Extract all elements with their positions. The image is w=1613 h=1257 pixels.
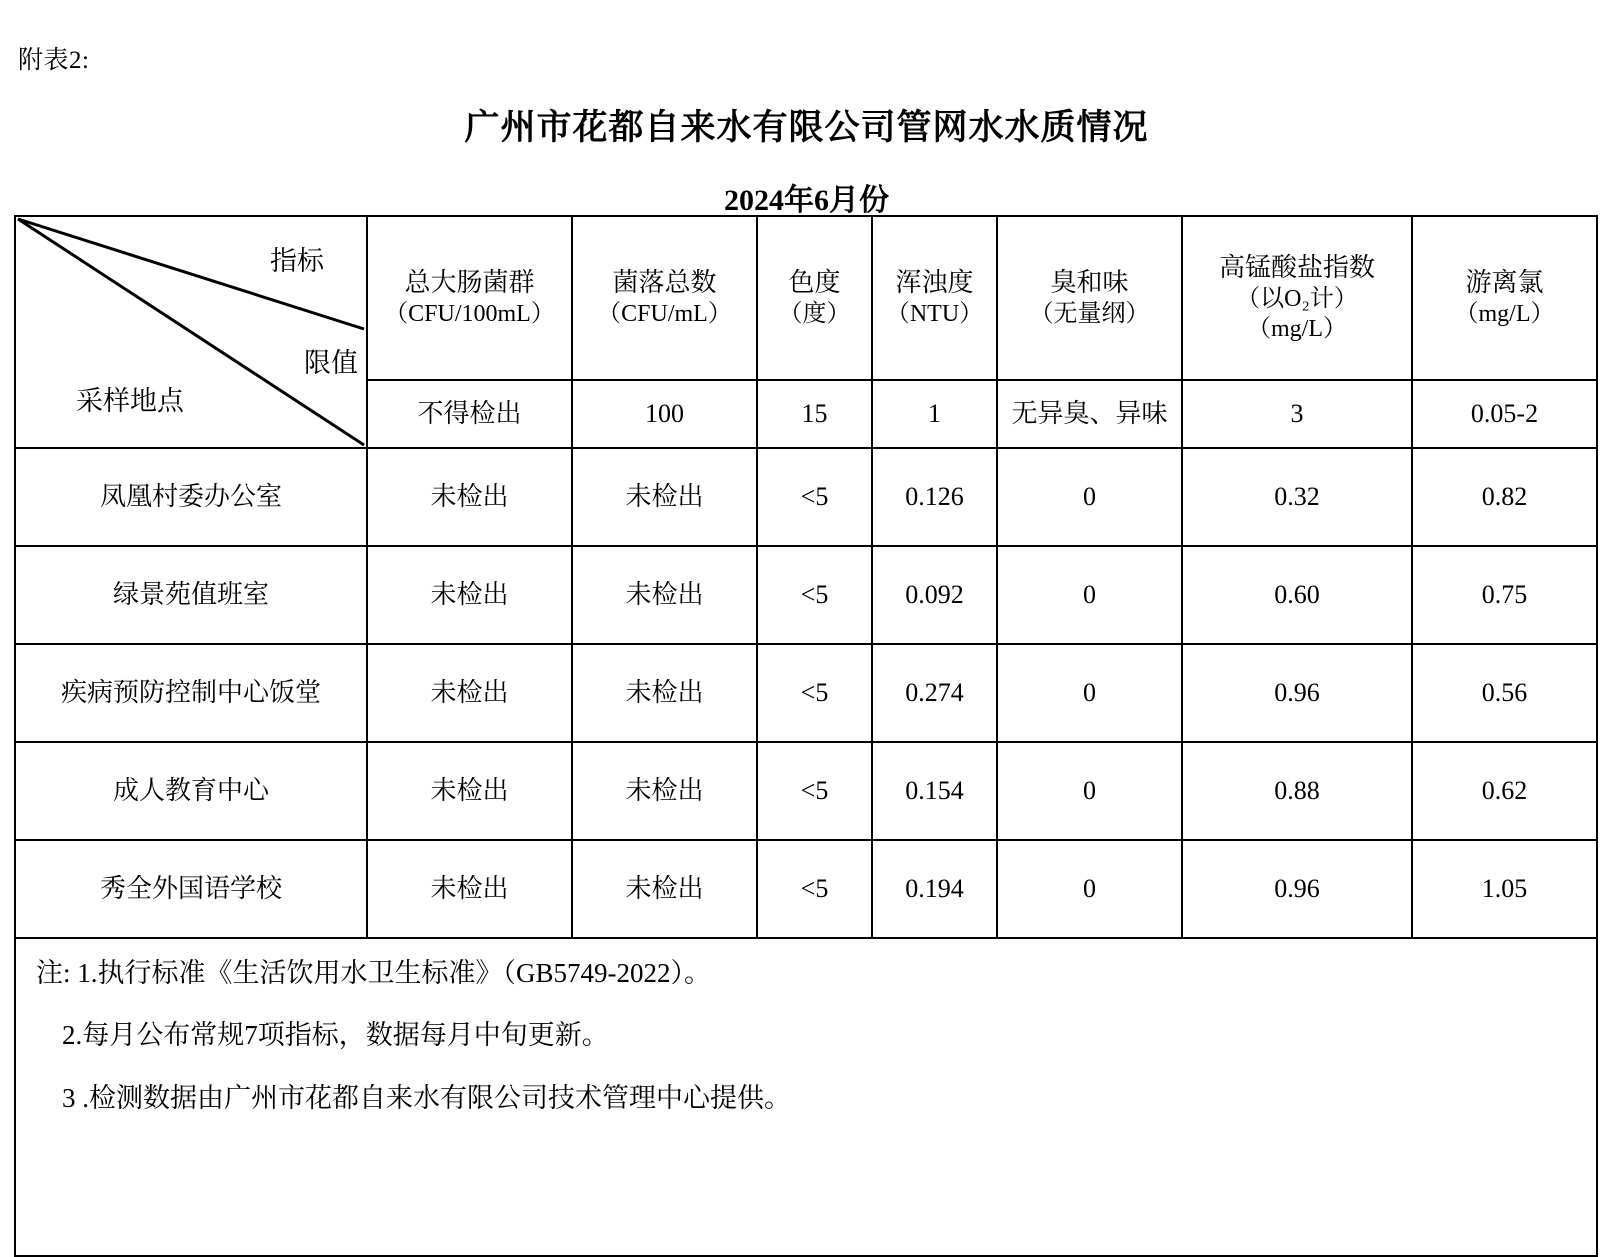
column-header (757, 216, 872, 380)
cell-value: 未检出 (367, 448, 572, 546)
column-header (572, 216, 757, 380)
column-header (1182, 216, 1412, 380)
cell-value: 未检出 (367, 742, 572, 840)
table-row (15, 644, 1597, 742)
cell-value: 0.96 (1182, 644, 1412, 742)
row-site-name: 绿景苑值班室 (15, 546, 367, 644)
table-row (15, 840, 1597, 938)
column-header-name: 游离氯 (1465, 267, 1544, 297)
corner-limit-label: 限值 (304, 348, 358, 378)
cell-value: 0.154 (872, 742, 997, 840)
table-row (15, 448, 1597, 546)
cell-value: 0.274 (872, 644, 997, 742)
corner-header-cell (15, 216, 367, 448)
cell-value: 0 (997, 742, 1182, 840)
notes-row (15, 938, 1597, 1256)
limit-value-cell: 100 (572, 380, 757, 448)
table-row (15, 546, 1597, 644)
column-header-name: 臭和味 (1050, 267, 1129, 297)
cell-value: <5 (757, 546, 872, 644)
cell-value: 0.60 (1182, 546, 1412, 644)
column-header-unit-2: （mg/L） (1247, 316, 1347, 343)
water-quality-table (14, 215, 1598, 1257)
corner-indicator-label: 指标 (270, 246, 324, 276)
column-header-name: 浑浊度 (895, 267, 974, 297)
cell-value: 未检出 (367, 546, 572, 644)
note-line-3: 3 .检测数据由广州市花都自来水有限公司技术管理中心提供。 (62, 1082, 791, 1113)
column-header-name: 色度 (788, 267, 841, 297)
row-site-name: 凤凰村委办公室 (15, 448, 367, 546)
column-header-name: 高锰酸盐指数 (1218, 252, 1375, 282)
cell-value: 0.194 (872, 840, 997, 938)
limit-value-cell: 1 (872, 380, 997, 448)
cell-value: 未检出 (367, 840, 572, 938)
cell-value: 未检出 (367, 644, 572, 742)
corner-site-label: 采样地点 (76, 386, 184, 417)
limit-value-cell: 无异臭、异味 (997, 380, 1182, 448)
cell-value: 未检出 (572, 448, 757, 546)
column-header-unit: （NTU） (885, 301, 984, 328)
notes-cell (15, 938, 1597, 1256)
row-site-name: 成人教育中心 (15, 742, 367, 840)
cell-value: 0.126 (872, 448, 997, 546)
column-header-name: 总大肠菌群 (404, 267, 535, 297)
cell-value: 0.56 (1412, 644, 1597, 742)
table-header-row (15, 216, 1597, 380)
row-site-name: 秀全外国语学校 (15, 840, 367, 938)
cell-value: 未检出 (572, 840, 757, 938)
column-header-unit: （无量纲） (1029, 301, 1150, 328)
cell-value: 0.32 (1182, 448, 1412, 546)
column-header-name: 菌落总数 (612, 267, 717, 297)
cell-value: 1.05 (1412, 840, 1597, 938)
cell-value: <5 (757, 840, 872, 938)
limit-value-cell: 不得检出 (367, 380, 572, 448)
column-header-unit: （CFU/100mL） (384, 301, 555, 328)
cell-value: 0.75 (1412, 546, 1597, 644)
note-line-2: 2.每月公布常规7项指标，数据每月中旬更新。 (62, 1020, 609, 1051)
cell-value: <5 (757, 742, 872, 840)
cell-value: <5 (757, 644, 872, 742)
cell-value: 未检出 (572, 546, 757, 644)
column-header-unit: （度） (778, 301, 851, 328)
cell-value: 0 (997, 448, 1182, 546)
column-header-unit: （mg/L） (1454, 301, 1555, 328)
limit-value-cell: 3 (1182, 380, 1412, 448)
column-header-unit: （以O₂计） (1236, 286, 1358, 313)
attachment-label: 附表2: (18, 47, 90, 74)
column-header (367, 216, 572, 380)
column-header-unit: （CFU/mL） (597, 301, 732, 328)
page-subtitle: 2024年6月份 (724, 184, 889, 217)
cell-value: 0.092 (872, 546, 997, 644)
row-site-name: 疾病预防控制中心饭堂 (15, 644, 367, 742)
cell-value: 0.62 (1412, 742, 1597, 840)
column-header (997, 216, 1182, 380)
page-title: 广州市花都自来水有限公司管网水水质情况 (464, 108, 1149, 147)
cell-value: <5 (757, 448, 872, 546)
cell-value: 0.82 (1412, 448, 1597, 546)
cell-value: 0.96 (1182, 840, 1412, 938)
cell-value: 未检出 (572, 644, 757, 742)
limit-value-cell: 0.05-2 (1412, 380, 1597, 448)
limit-value-cell: 15 (757, 380, 872, 448)
column-header (872, 216, 997, 380)
note-line-1: 注: 1.执行标准《生活饮用水卫生标准》（GB5749-2022）。 (36, 958, 711, 988)
column-header (1412, 216, 1597, 380)
cell-value: 0 (997, 546, 1182, 644)
table-row (15, 742, 1597, 840)
cell-value: 0 (997, 840, 1182, 938)
cell-value: 0 (997, 644, 1182, 742)
cell-value: 未检出 (572, 742, 757, 840)
cell-value: 0.88 (1182, 742, 1412, 840)
